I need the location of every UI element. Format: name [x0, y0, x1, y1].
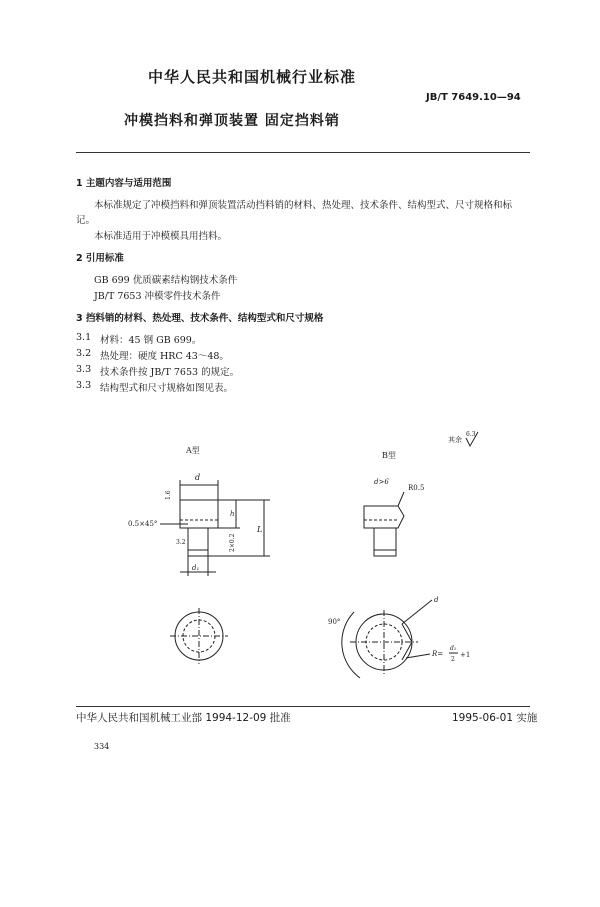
- section-2-heading: 2 引用标准: [76, 253, 124, 264]
- type-a-roughness-label-2: 3.2: [176, 539, 186, 546]
- type-b-label: B型: [382, 451, 396, 460]
- page-number: 334: [94, 742, 110, 751]
- type-b-angle-arc: [342, 612, 360, 678]
- type-b-R-frac-den: 2: [451, 656, 455, 663]
- effective-date: 1995-06-01 实施: [452, 712, 538, 724]
- type-a-chamfer-label: 0.5×45°: [128, 520, 158, 528]
- section-1-para1-line1: 本标准规定了冲模挡料和弹顶装置活动挡料销的材料、热处理、技术条件、结构型式、尺寸规格和标: [94, 200, 513, 211]
- type-b-head: [364, 506, 404, 528]
- type-a-h-label: h: [230, 510, 235, 518]
- type-a-d1-label: d₁: [192, 564, 200, 572]
- reference-gb699: GB 699 优质碳素结构钢技术条件: [94, 275, 238, 286]
- document-title: 冲模挡料和弹顶装置 固定挡料销: [124, 113, 340, 129]
- type-b-angle-label: 90°: [328, 618, 341, 626]
- type-b-R-frac-num: d₁: [450, 645, 457, 652]
- section-1-heading: 1 主题内容与适用范围: [76, 178, 172, 189]
- type-a-label: A型: [186, 446, 200, 455]
- section-3-heading: 3 挡料销的材料、热处理、技术条件、结构型式和尺寸规格: [76, 313, 324, 324]
- clause-3-1-num: 3.1: [76, 332, 92, 343]
- type-a-L-label: L: [257, 525, 263, 534]
- clause-3-2-num: 3.2: [76, 348, 92, 359]
- type-b-shank: [374, 528, 396, 556]
- reference-jbt7653: JB/T 7653 冲模零件技术条件: [94, 291, 221, 302]
- issuer-title: 中华人民共和国机械行业标准: [148, 68, 357, 86]
- clause-3-4-text: 结构型式和尺寸规格如图见表。: [100, 383, 234, 394]
- clause-3-2-text: 热处理：硬度 HRC 43～48。: [100, 351, 229, 362]
- clause-3-3-num: 3.3: [76, 364, 92, 375]
- type-b-R-plus: +1: [460, 651, 471, 659]
- type-a-shank: [188, 528, 208, 556]
- type-a-d-label: d: [195, 473, 201, 482]
- type-b-d-label: d: [434, 596, 439, 604]
- header-rule: [76, 152, 530, 153]
- footer-rule: [76, 706, 530, 707]
- type-b-d-gt-label: d>6: [374, 478, 389, 486]
- type-a-roughness-label: 1.6: [165, 490, 172, 500]
- section-1-para2: 本标准适用于冲模模具用挡料。: [94, 231, 228, 242]
- type-a-groove-label: 2×0.2: [229, 533, 236, 552]
- roughness-note-value: 6.3: [466, 431, 476, 438]
- section-1-para1-line2: 记。: [76, 215, 96, 226]
- technical-drawing: [0, 420, 600, 720]
- type-b-R-formula-prefix: R=: [432, 650, 444, 658]
- standard-code: JB/T 7649.10—94: [426, 92, 521, 103]
- type-b-R-label: R0.5: [408, 484, 425, 492]
- roughness-note: 其余: [448, 436, 462, 444]
- clause-3-3-text: 技术条件按 JB/T 7653 的规定。: [100, 367, 240, 378]
- clause-3-1-text: 材料：45 钢 GB 699。: [100, 335, 202, 346]
- clause-3-4-num: 3.3: [76, 380, 92, 391]
- approval-text: 中华人民共和国机械工业部 1994-12-09 批准: [76, 712, 291, 724]
